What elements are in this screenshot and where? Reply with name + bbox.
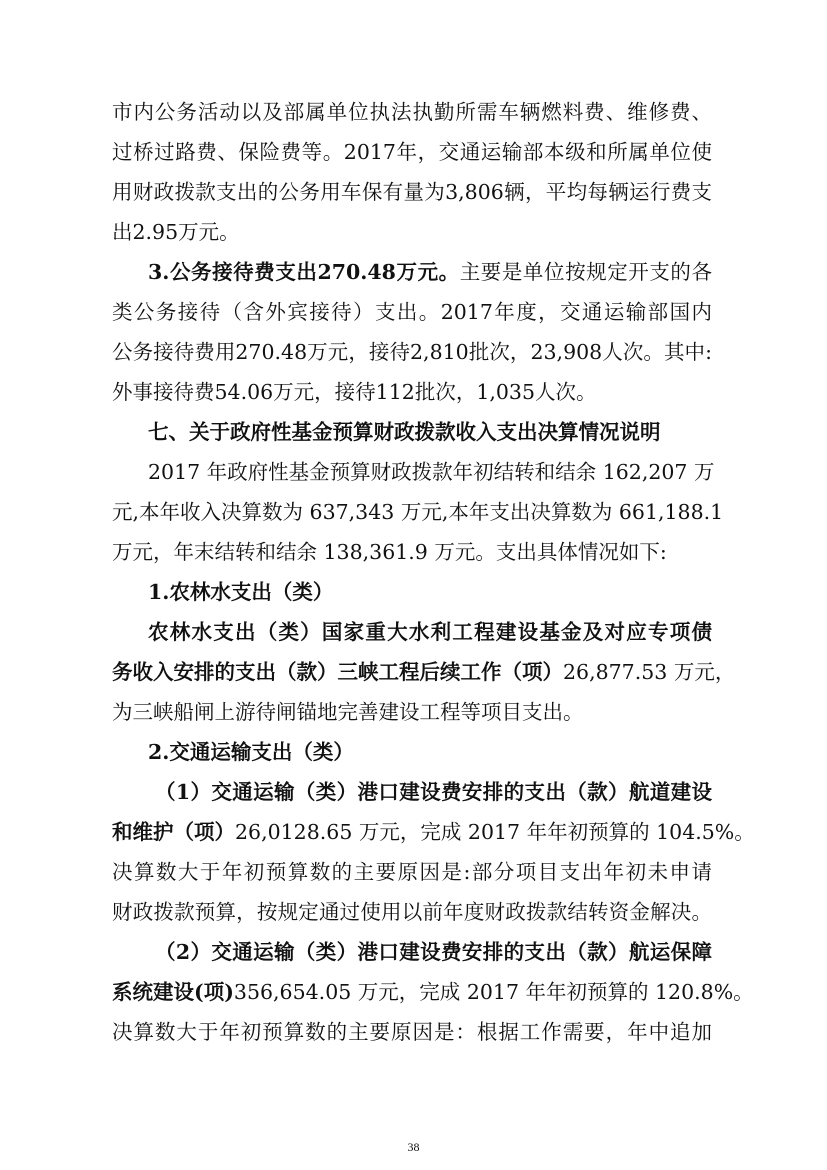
- paragraph-line: 决算数大于年初预算数的主要原因是:部分项目支出年初未申请: [112, 860, 712, 884]
- paragraph-line: （1）交通运输（类）港口建设费安排的支出（款）航道建设: [155, 780, 712, 804]
- plain-text: 26,0128.65 万元，完成 2017 年年初预算的 104.5%。: [235, 820, 755, 844]
- paragraph-line: [112, 977, 754, 1007]
- paragraph-line: 类公务接待（含外宾接待）支出。2017年度，交通运输部国内: [112, 300, 712, 324]
- bold-text: 系统建设(项): [112, 980, 234, 1004]
- paragraph-line: 外事接待费54.06万元，接待112批次，1,035人次。: [112, 380, 597, 404]
- paragraph-line: 决算数大于年初预算数的主要原因是：根据工作需要，年中追加: [112, 1020, 712, 1044]
- paragraph-line: 为三峡船闸上游待闸锚地完善建设工程等项目支出。: [112, 700, 584, 724]
- paragraph-line: 用财政拨款支出的公务用车保有量为3,806辆，平均每辆运行费支: [112, 180, 712, 204]
- bold-heading: 3.公务接待费支出270.48万元。: [148, 260, 460, 284]
- bold-text: 务收入安排的支出（款）三峡工程后续工作（项）: [112, 660, 563, 684]
- paragraph-line: 元,本年收入决算数为 637,343 万元,本年支出决算数为 661,188.1: [112, 500, 724, 524]
- paragraph-line: 公务接待费用270.48万元，接待2,810批次，23,908人次。其中:: [112, 340, 712, 364]
- paragraph-line: 过桥过路费、保险费等。2017年，交通运输部本级和所属单位使: [112, 140, 712, 164]
- paragraph-line: [112, 657, 736, 687]
- section-heading: 七、关于政府性基金预算财政拨款收入支出决算情况说明: [148, 420, 661, 444]
- paragraph-line: 出2.95万元。: [112, 220, 240, 244]
- paragraph-line: （2）交通运输（类）港口建设费安排的支出（款）航运保障: [155, 940, 712, 964]
- paragraph-line: 万元，年末结转和结余 138,361.9 万元。支出具体情况如下:: [112, 540, 667, 564]
- paragraph-line: 农林水支出（类）国家重大水利工程建设基金及对应专项债: [148, 620, 712, 644]
- plain-text: 26,877.53 万元，: [563, 660, 736, 684]
- plain-text: 356,654.05 万元，完成 2017 年年初预算的 120.8%。: [233, 980, 754, 1004]
- subsection-heading: 2.交通运输支出（类）: [148, 740, 354, 764]
- paragraph-line: 市内公务活动以及部属单位执法执勤所需车辆燃料费、维修费、: [112, 100, 712, 124]
- paragraph-line: 财政拨款预算，按规定通过使用以前年度财政拨款结转资金解决。: [112, 900, 712, 924]
- paragraph-line: 2017 年政府性基金预算财政拨款年初结转和结余 162,207 万: [148, 460, 715, 484]
- bold-text: 和维护（项）: [112, 820, 235, 844]
- page-number: 38: [407, 1140, 420, 1154]
- paragraph-line-reception: [148, 257, 712, 287]
- plain-text: 主要是单位按规定开支的各: [459, 260, 713, 284]
- subsection-heading: 1.农林水支出（类）: [148, 580, 334, 604]
- paragraph-line: [112, 817, 755, 847]
